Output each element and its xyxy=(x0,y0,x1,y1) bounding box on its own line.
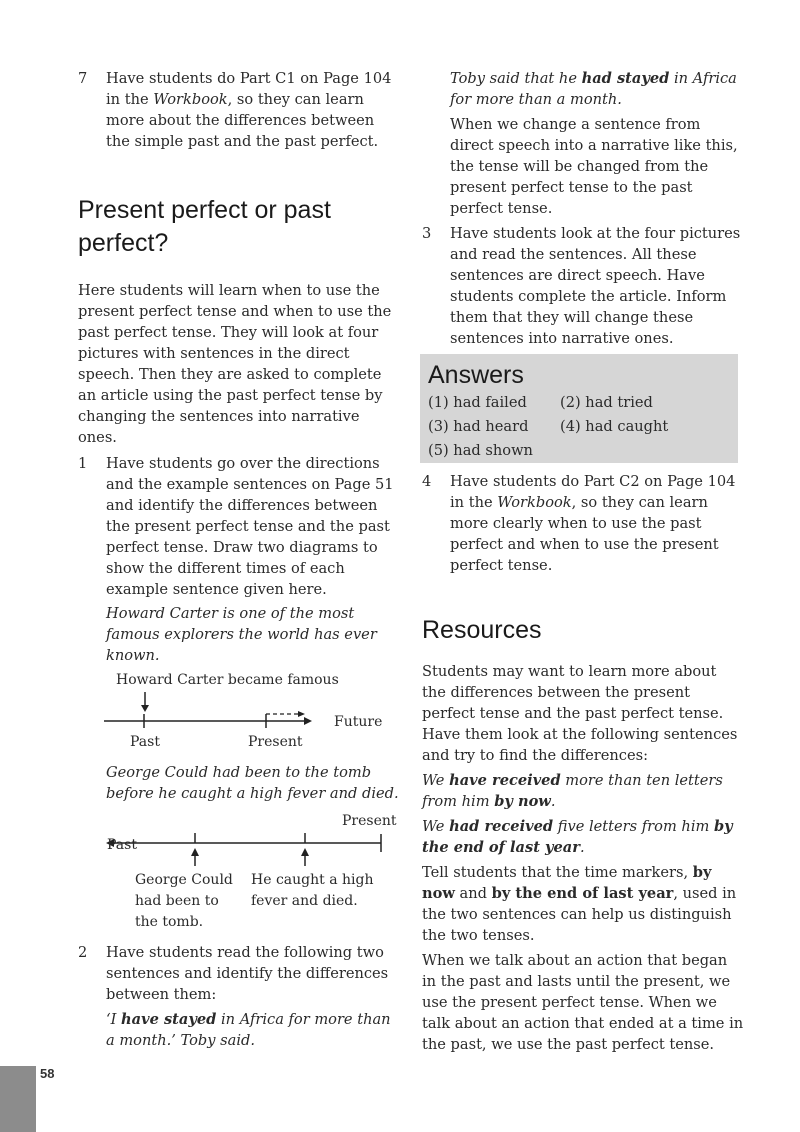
intro-paragraph: Here students will learn when to use the present perfect tense and when to use the past perfect tense. They will look at four pictures with sentences in the direct speech. Then they are asked to complete an article using the past perfect tense by changing the sentences into narrative ones. xyxy=(78,282,392,446)
list-item-3 xyxy=(422,223,744,349)
answer-item: (4) had caught xyxy=(560,418,669,435)
left-column xyxy=(78,68,400,1051)
list-item-4 xyxy=(422,471,744,576)
item-text: Have students do Part C1 on Page 104 in the xyxy=(106,70,392,108)
resources-paragraph: Students may want to learn more about the differences between the present perfect tense and the past perfect tense. Have them look at the following sentences and try to find the differences: xyxy=(422,663,738,764)
closing-paragraph: When we talk about an action that began in the past and lasts until the present, we use the present perfect tense. When we talk about an action that ended at a time in the past, we use the past perfect tense. xyxy=(422,952,744,1053)
answer-item: (3) had heard xyxy=(428,418,529,435)
right-column xyxy=(422,68,744,1055)
item-text: Have students read the following two sentences and identify the differences between them: xyxy=(106,944,389,1003)
reported-sentence: Toby said that he had stayed in Africa for more than a month. xyxy=(450,70,737,108)
event-b-label: He caught a high xyxy=(251,872,374,888)
item-text: Have students go over the directions and the example sentences on Page 51 and identify the differences between the present perfect tense and the past perfect tense. Draw two diagrams to show the different times of each example sentence given here. xyxy=(106,455,394,598)
page-edge-bar xyxy=(0,1066,36,1132)
item-number: 4 xyxy=(422,473,432,490)
workbook-ref: Workbook xyxy=(497,494,572,511)
explanation-paragraph: When we change a sentence from direct speech into a narrative like this, the tense will be changed from the present perfect tense to the past perfect tense. xyxy=(450,116,738,217)
answer-item: (2) had tried xyxy=(560,394,653,411)
answer-item: (5) had shown xyxy=(428,442,533,459)
markers-paragraph: Tell students that the time markers, by now and by the end of last year, used in the two sentences can help us distinguish the two tenses. xyxy=(422,864,737,944)
section-heading: Present perfect or past perfect? xyxy=(78,196,331,257)
example-sentence: We have received more than ten letters from him by now. xyxy=(422,772,723,810)
event-a-label: the tomb. xyxy=(135,914,204,928)
quote-sentence: ‘I have stayed in Africa for more than a month.’ Toby said. xyxy=(106,1011,391,1049)
example-sentence: We had received five letters from him by the end of last year. xyxy=(422,818,733,856)
item-text: , so they can learn more clearly when to use the past perfect and when to use the present perfect tense. xyxy=(450,494,719,574)
example-sentence: Howard Carter is one of the most famous explorers the world has ever known. xyxy=(106,605,377,664)
item-number: 7 xyxy=(78,70,88,87)
event-a-label: had been to xyxy=(135,893,219,909)
arrow-right-icon xyxy=(304,717,312,725)
timeline-diagram-2 xyxy=(78,804,400,928)
list-item-7 xyxy=(78,68,400,152)
list-item-2 xyxy=(78,942,400,1005)
example-sentence: George Could had been to the tomb before he caught a high fever and died. xyxy=(106,764,399,802)
arrow-down-icon xyxy=(141,705,149,712)
item-text: Have students look at the four pictures and read the sentences. All these sentences are direct speech. Have students complete the article. Inform them that they will change these sentences into narrative ones. xyxy=(450,225,741,347)
answers-box xyxy=(420,354,738,463)
item-text: Have students do Part C2 on Page 104 in the xyxy=(450,473,736,511)
present-label: Present xyxy=(248,734,303,750)
timeline-diagram-1 xyxy=(78,666,400,760)
item-number: 2 xyxy=(78,944,88,961)
item-number: 1 xyxy=(78,455,88,472)
event-b-label: fever and died. xyxy=(251,893,358,909)
item-text: , so they can learn more about the differences between the simple past and the past perfect. xyxy=(106,91,379,150)
past-label: Past xyxy=(107,837,137,853)
present-label: Present xyxy=(342,813,397,829)
arrow-up-icon xyxy=(191,848,199,856)
section-heading: Resources xyxy=(422,616,542,644)
answers-title: Answers xyxy=(428,361,524,389)
item-number: 3 xyxy=(422,225,432,242)
diagram-caption: Howard Carter became famous xyxy=(116,672,339,688)
list-item-1 xyxy=(78,453,400,600)
answer-item: (1) had failed xyxy=(428,394,527,411)
future-label: Future xyxy=(334,714,383,730)
dashed-arrow-icon xyxy=(298,711,305,717)
arrow-up-icon xyxy=(301,848,309,856)
page-number: 58 xyxy=(40,1066,55,1081)
event-a-label: George Could xyxy=(135,872,233,888)
past-label: Past xyxy=(130,734,160,750)
workbook-ref: Workbook xyxy=(153,91,228,108)
